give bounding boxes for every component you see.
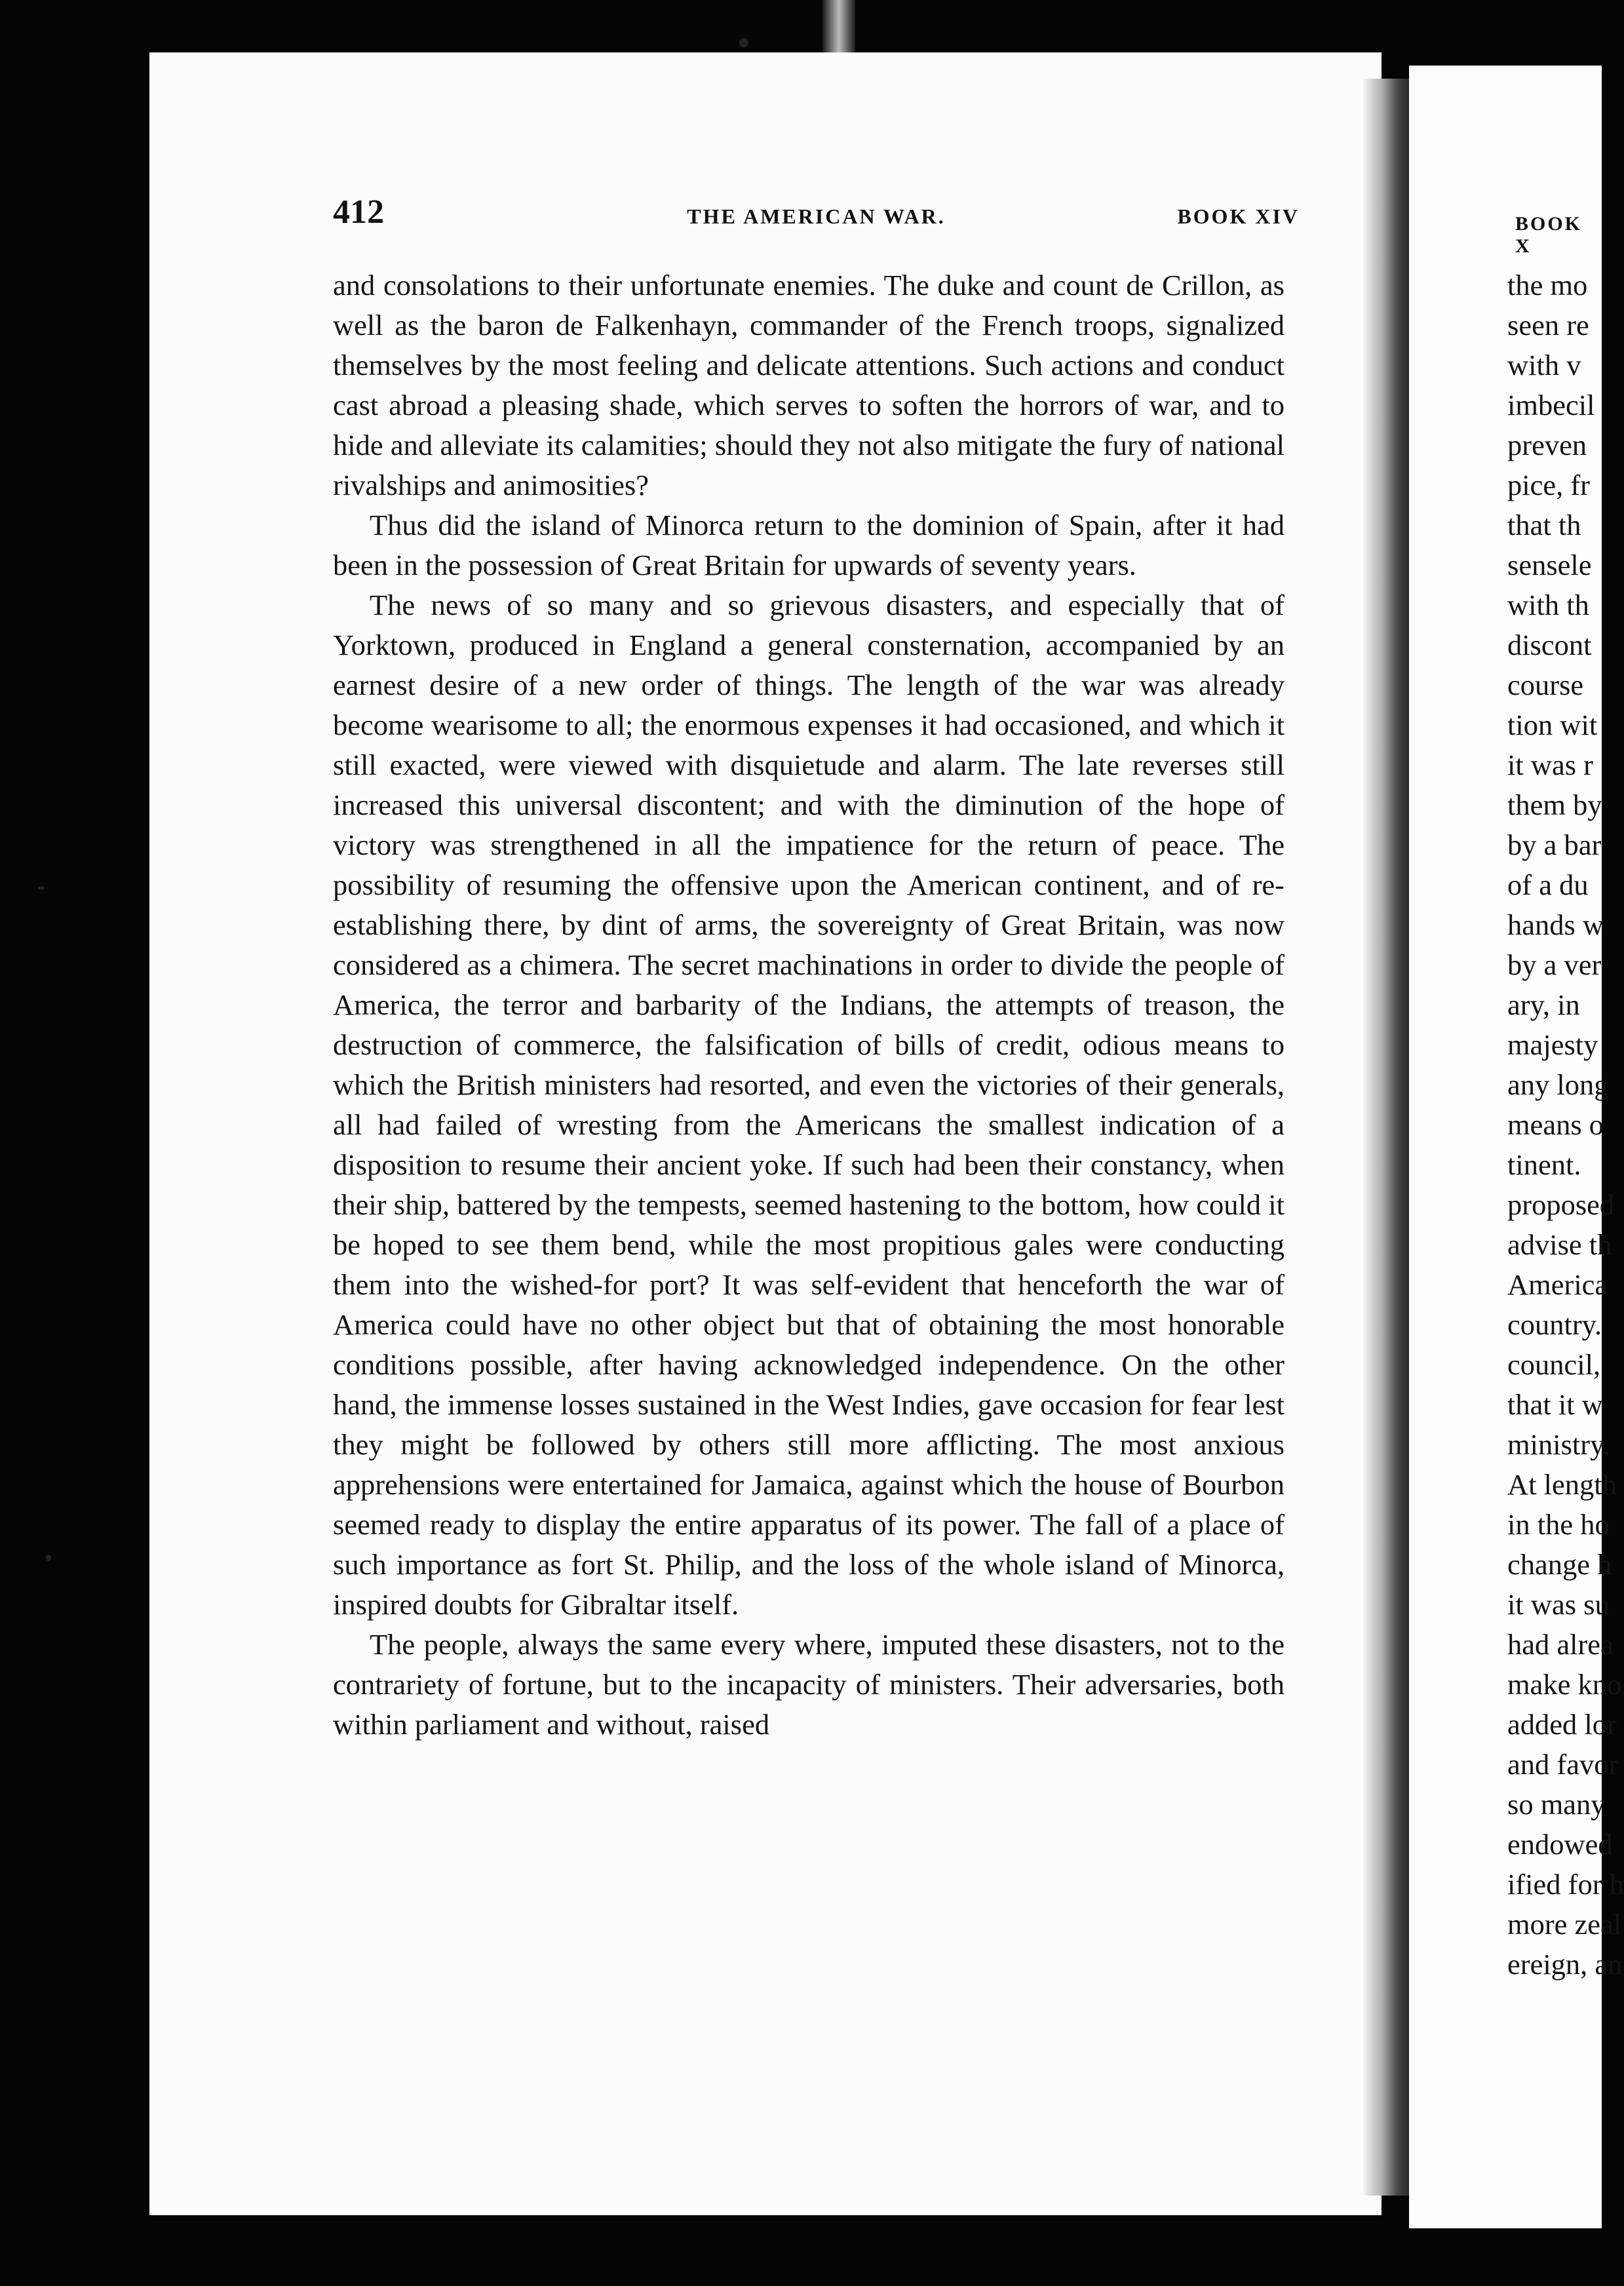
page-number: 412 xyxy=(333,193,384,231)
right-page-line: ministry. xyxy=(1507,1428,1610,1461)
right-page-line: with v xyxy=(1507,349,1581,381)
scan-speck xyxy=(38,886,45,890)
right-page-line: tion wit xyxy=(1507,708,1598,741)
right-page-line: majesty xyxy=(1507,1028,1598,1061)
right-page-line: it was su xyxy=(1507,1588,1610,1621)
right-page-text xyxy=(1507,265,1624,1985)
running-title: THE AMERICAN WAR. xyxy=(687,204,946,228)
right-running-head: BOOK X xyxy=(1515,213,1583,257)
paragraph: The people, always the same every where, imputed these disasters, not to the contrariety of fortune, but to the incapacity of ministers. Their adversaries, both within parliament and without, raised xyxy=(333,1628,1285,1741)
right-page-line: discont xyxy=(1507,629,1592,661)
right-page-line: seen re xyxy=(1507,309,1589,341)
page-gutter xyxy=(1363,79,1409,2196)
right-page-line: that th xyxy=(1507,509,1581,541)
right-page-line: them by xyxy=(1507,788,1602,821)
right-page-line: imbecil xyxy=(1507,389,1595,421)
right-page-line: any long xyxy=(1507,1068,1609,1101)
right-page-line: council, xyxy=(1507,1348,1601,1381)
right-page-line: country. xyxy=(1507,1308,1602,1341)
right-page-line: and favor xyxy=(1507,1748,1619,1781)
right-page-line: in the ho xyxy=(1507,1508,1610,1541)
scan-speck xyxy=(46,1555,51,1561)
paragraph: and consolations to their unfortunate enemies. The duke and count de Crillon, as well as the baron de Falkenhayn, commander of the French troops, signalized themselves by the most feeling and delicate attentions. Such actions and conduct cast abroad a pleasing shade, which serves to soften the horrors of war, and to hide and alleviate its calamities; should they not also mitigate the fury of national rivalships and animosities? xyxy=(333,269,1285,501)
right-page-line: it was r xyxy=(1507,748,1594,781)
right-page-line: with th xyxy=(1507,589,1589,621)
right-page-line: means o xyxy=(1507,1108,1604,1141)
right-page-line: so many xyxy=(1507,1788,1606,1821)
right-page-line: by a bar xyxy=(1507,828,1602,861)
right-page-line: make kno xyxy=(1507,1668,1622,1701)
right-page-line: ified for h xyxy=(1507,1868,1624,1901)
right-page-line: ary, in xyxy=(1507,988,1580,1021)
right-page-line: proposed xyxy=(1507,1188,1615,1221)
right-page-line: hands w xyxy=(1507,908,1604,941)
right-page-line: At length xyxy=(1507,1468,1617,1501)
book-spine-shadow xyxy=(822,0,855,59)
right-page-line: by a ver xyxy=(1507,948,1602,981)
page-body xyxy=(333,265,1285,1745)
scan-speck xyxy=(739,38,748,47)
paragraph: The news of so many and so grievous disasters, and especially that of Yorktown, produced in England a general consternation, accompanied by an earnest desire of a new order of things. The length of the war was already become wearisome to all; the enormous expenses it had occasioned, and which it still exacted, were viewed with disquietude and alarm. The late reverses still increased this universal discontent; and with the diminution of the hope of victory was strengthened in all the impatience for the return of peace. The possibility of resuming the offensive upon the American continent, and of re-establishing there, by dint of arms, the sovereignty of Great Britain, was now considered as a chimera. The secret machinations in order to divide the people of America, the terror and barbarity of the Indians, the attempts of treason, the destruction of commerce, the falsification of bills of credit, odious means to which the British ministers had resorted, and even the victories of their generals, all had failed of wresting from the Americans the smallest indication of a disposition to resume their ancient yoke. If such had been their constancy, when their ship, battered by the tempests, seemed hastening to the bottom, how could it be hoped to see them bend, while the most propitious gales were conducting them into the wished-for port? It was self-evident that henceforth the war of America could have no other object but that of obtaining the most honorable conditions possible, after having acknowledged independence. On the other hand, the immense losses sustained in the West Indies, gave occasion for fear lest they might be followed by others still more afflicting. The most anxious apprehensions were entertained for Jamaica, against which the house of Bourbon seemed ready to display the entire apparatus of its power. The fall of a place of such importance as fort St. Philip, and the loss of the whole island of Minorca, inspired doubts for Gibraltar itself. xyxy=(333,589,1285,1621)
right-page-line: endowed xyxy=(1507,1828,1613,1861)
right-page-line: America xyxy=(1507,1268,1608,1301)
right-page-line: the mo xyxy=(1507,269,1588,301)
running-head xyxy=(333,193,1300,231)
right-page-line: tinent. xyxy=(1507,1148,1581,1181)
right-page-line: added lor xyxy=(1507,1708,1617,1741)
right-page-line: change h xyxy=(1507,1548,1612,1581)
book-label: BOOK XIV xyxy=(1177,204,1300,228)
right-page-line: had alrea xyxy=(1507,1628,1614,1661)
right-page-line: ereign, an xyxy=(1507,1948,1623,1981)
paragraph: Thus did the island of Minorca return to the dominion of Spain, after it had been in the possession of Great Britain for upwards of seventy years. xyxy=(333,509,1285,581)
right-page-line: that it w xyxy=(1507,1388,1603,1421)
right-page-line: advise th xyxy=(1507,1228,1612,1261)
right-page-line: pice, fr xyxy=(1507,469,1591,501)
right-page-line: course xyxy=(1507,668,1584,701)
right-page-line: preven xyxy=(1507,429,1587,461)
right-page-line: of a du xyxy=(1507,868,1589,901)
right-page-line: sensele xyxy=(1507,549,1592,581)
right-page-line: more zeal xyxy=(1507,1908,1622,1941)
